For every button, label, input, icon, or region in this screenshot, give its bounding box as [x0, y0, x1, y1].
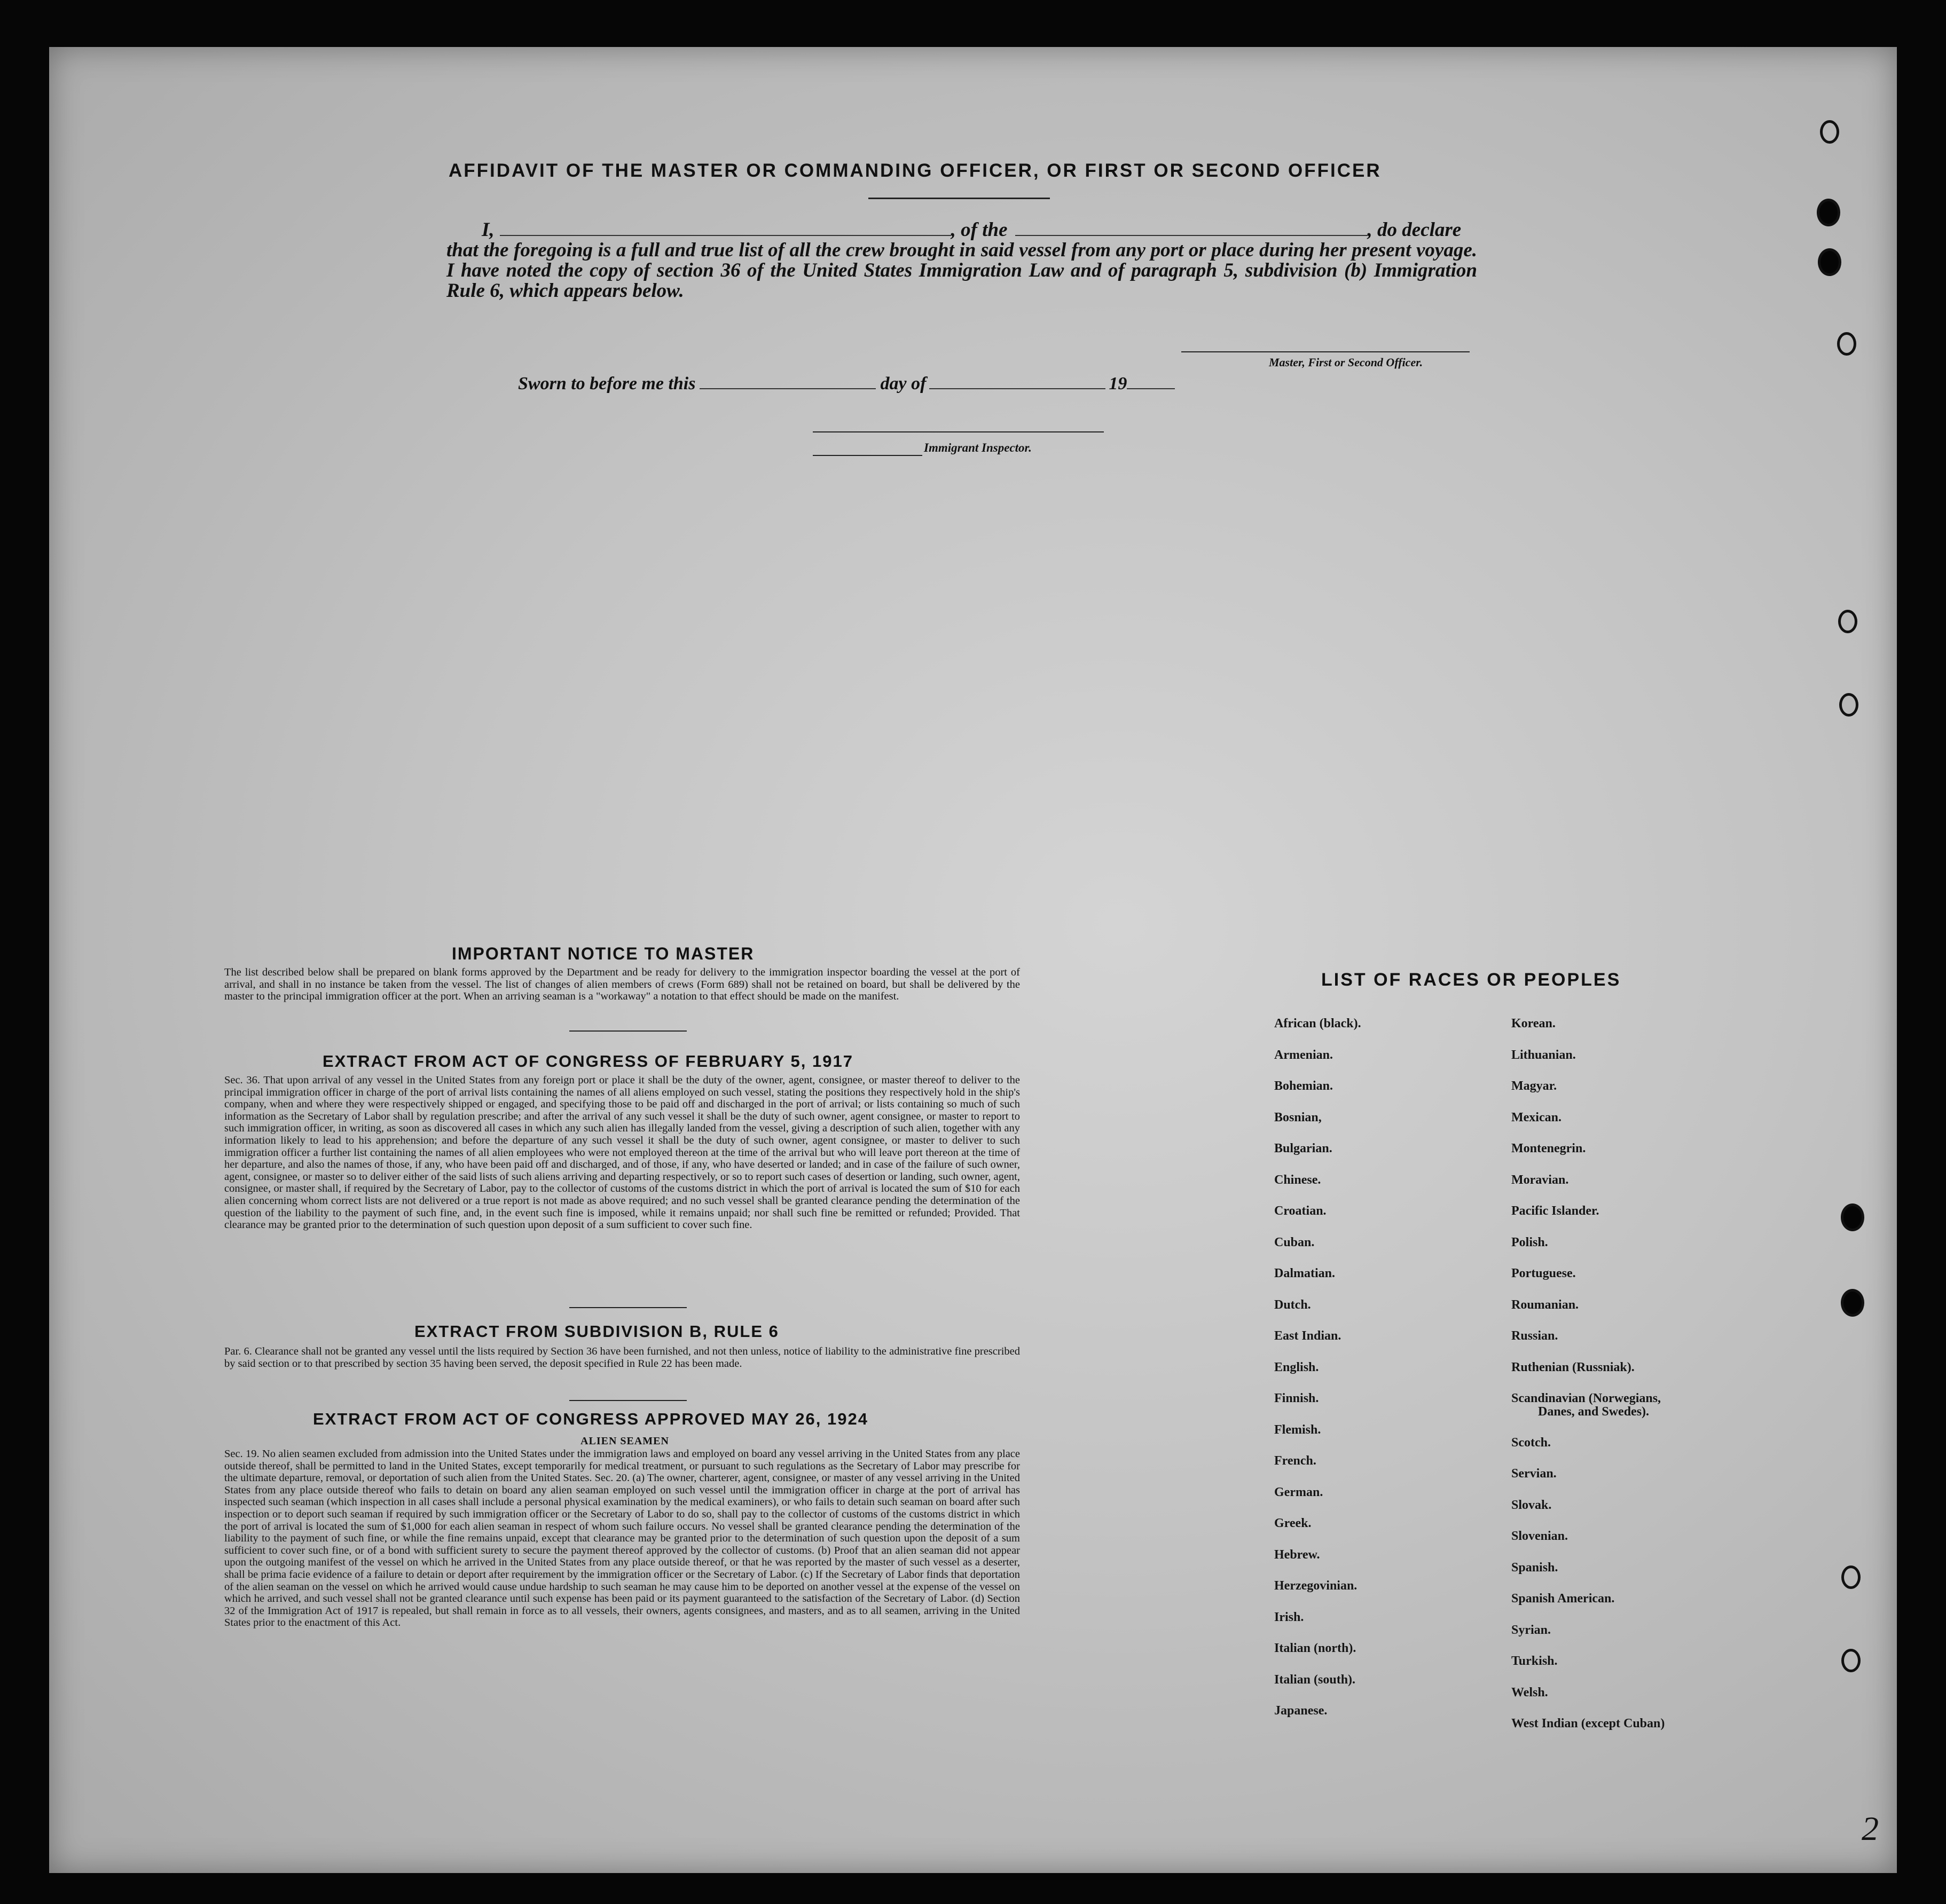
- act-1917-heading: EXTRACT FROM ACT OF CONGRESS OF FEBRUARY 5, 1917: [323, 1052, 853, 1071]
- affidavit-first-line: [446, 220, 1477, 240]
- binder-hole-6: [1839, 693, 1858, 717]
- race-item: Chinese.: [1274, 1173, 1321, 1187]
- race-item: Russian.: [1511, 1329, 1558, 1343]
- race-item: French.: [1274, 1454, 1316, 1468]
- race-item: Bohemian.: [1274, 1079, 1333, 1093]
- binder-hole-10: [1841, 1649, 1861, 1672]
- race-item: Greek.: [1274, 1516, 1312, 1530]
- sworn-date-field[interactable]: [700, 388, 876, 389]
- race-item: Croatian.: [1274, 1204, 1327, 1218]
- notice-rule: [569, 1030, 687, 1032]
- race-item: West Indian (except Cuban): [1511, 1717, 1665, 1730]
- affidavit-declaration: [446, 220, 1477, 301]
- notice-body: The list described below shall be prepared on blank forms approved by the Department and be ready for delivery to the immigration inspector boarding the vessel at the port of arrival, and shall in no instance be taken from the vessel. The list of changes of alien members of crews (Form 689) shall not be retained on board, but shall be delivered by the master to the principal immigration officer at the port. When an arriving seaman is a "workaway" a notation to that effect should be made on the manifest.: [224, 966, 1020, 1003]
- race-item: Flemish.: [1274, 1422, 1321, 1437]
- race-item: African (black).: [1274, 1017, 1361, 1030]
- act-1924-heading: EXTRACT FROM ACT OF CONGRESS APPROVED MAY 26, 1924: [313, 1410, 868, 1428]
- sworn-day-of: day of: [880, 374, 927, 394]
- inspector-signature-line[interactable]: [813, 431, 1104, 432]
- sworn-year: 19: [1109, 374, 1127, 394]
- affidavit-do-declare: , do declare: [1367, 219, 1462, 241]
- race-item: Turkish.: [1511, 1654, 1558, 1668]
- race-item: Ruthenian (Russniak).: [1511, 1360, 1635, 1374]
- race-item: Pacific Islander.: [1511, 1204, 1599, 1218]
- officer-name-field[interactable]: [500, 234, 951, 236]
- affidavit-of-the: , of the: [951, 219, 1008, 241]
- act-1924-subheading: ALIEN SEAMEN: [580, 1435, 669, 1447]
- race-item: Magyar.: [1511, 1079, 1557, 1093]
- race-item: English.: [1274, 1360, 1319, 1374]
- sworn-line: [518, 374, 1175, 394]
- vessel-name-field[interactable]: [1015, 234, 1368, 236]
- race-item: Irish.: [1274, 1610, 1304, 1624]
- affidavit-title: AFFIDAVIT OF THE MASTER OR COMMANDING OFFICER, OR FIRST OR SECOND OFFICER: [449, 160, 1382, 181]
- act-1917-rule: [569, 1307, 687, 1308]
- master-signature-line[interactable]: [1181, 351, 1470, 352]
- race-item: Armenian.: [1274, 1048, 1333, 1062]
- act-1924-body: Sec. 19. No alien seamen excluded from admission into the United States under the immigration laws and employed on board any vessel arriving in the United States from any place outside thereof, shall be permitted to land in the United States, except temporarily for medical treatment, or pursuant to such regulations as the Secretary of Labor may prescribe for the ultimate departure, removal, or deportation of such alien from the United States. Sec. 20. (a) The owner, charterer, agent, consignee, or master of any vessel arriving in the United States from any place outside thereof who fails to detain on board any alien seaman employed on such vessel until the immigration officer in charge at the port of arrival has inspected such seaman (which inspection in all cases shall include a personal physical examination by the medical examiners), or who fails to detain such seaman on board after such inspection or to deport such seaman if required by such immigration officer or the Secretary of Labor to do so, shall pay to the collector of customs of the customs district in which the port of arrival is located the sum of $1,000 for each alien seaman in respect of whom such failure occurs. No vessel shall be granted clearance pending the determination of the liability to the payment of such fine, or while the fine remains unpaid, except that clearance may be granted prior to the determination of such question upon the deposit of a sum sufficient to cover such fine, or of a bond with sufficient surety to secure the payment thereof approved by the collector of customs. (b) Proof that an alien seaman did not appear upon the outgoing manifest of the vessel on which he arrived in the United States from any place outside thereof, or that he was reported by the master of such vessel as a deserter, shall be prima facie evidence of a failure to detain or deport after requirement by the immigration officer or the Secretary of Labor. (c) If the Secretary of Labor finds that deportation of the alien seaman on the vessel on which he arrived would cause undue hardship to such seaman he may cause him to be deported on another vessel at the expense of the vessel on which he arrived, and such vessel shall not be granted clearance until such expense has been paid or its payment guaranteed to the satisfaction of the Secretary of Labor. (d) Section 32 of the Immigration Act of 1917 is repealed, but shall remain in force as to all vessels, their owners, agents consignees, and masters, and as to all seamen, arriving in the United States prior to the enactment of this Act.: [224, 1448, 1020, 1629]
- race-item: Roumanian.: [1511, 1297, 1579, 1312]
- races-title: LIST OF RACES OR PEOPLES: [1321, 970, 1621, 990]
- race-item: Syrian.: [1511, 1623, 1551, 1637]
- binder-hole-3: [1818, 248, 1841, 276]
- binder-hole-7: [1841, 1203, 1864, 1231]
- rule-6-rule: [569, 1400, 687, 1401]
- affidavit-title-rule: [868, 198, 1050, 199]
- race-item: Dutch.: [1274, 1297, 1311, 1312]
- rule-6-body: Par. 6. Clearance shall not be granted any vessel until the lists required by Section 36 have been furnished, and not then unless, notice of liability to the administrative fine prescribed by said section or to that prescribed by section 35 having been served, the deposit specified in Rule 22 has been made.: [224, 1346, 1020, 1370]
- race-item: Welsh.: [1511, 1685, 1548, 1700]
- race-item: Spanish American.: [1511, 1592, 1615, 1606]
- page-number: 2: [1862, 1809, 1879, 1847]
- race-item: Lithuanian.: [1511, 1048, 1576, 1062]
- inspector-label: Immigrant Inspector.: [924, 441, 1032, 454]
- race-item: Moravian.: [1511, 1173, 1569, 1187]
- race-item: Scotch.: [1511, 1435, 1551, 1450]
- race-item: Bosnian,: [1274, 1110, 1322, 1124]
- race-item: Scandinavian (Norwegians,: [1511, 1391, 1661, 1405]
- race-item: Danes, and Swedes).: [1538, 1404, 1650, 1419]
- binder-hole-9: [1841, 1565, 1861, 1589]
- race-item: Mexican.: [1511, 1110, 1561, 1124]
- race-item: Korean.: [1511, 1017, 1556, 1030]
- master-signature-label: Master, First or Second Officer.: [1269, 356, 1423, 369]
- race-item: Polish.: [1511, 1235, 1548, 1249]
- race-item: German.: [1274, 1485, 1323, 1499]
- race-item: Herzegovinian.: [1274, 1579, 1358, 1593]
- race-item: East Indian.: [1274, 1329, 1341, 1343]
- race-item: Italian (north).: [1274, 1641, 1356, 1655]
- affidavit-i: I,: [482, 219, 495, 241]
- act-1917-body: Sec. 36. That upon arrival of any vessel in the United States from any foreign port or place it shall be the duty of the owner, agent, consignee, or master thereof to deliver to the principal immigration officer in charge of the port of arrival lists containing the names of all aliens employed on such vessel, stating the positions they respectively hold in the ship's company, when and where they were respectively shipped or engaged, and specifying those to be paid off and discharged in the port of arrival; or lists containing so much of such information as the Secretary of Labor shall by regulation prescribe; and after the arrival of any such vessel it shall be the duty of such owner, agent consignee, or master to report to such immigration officer, in writing, as soon as discovered all cases in which any such alien has illegally landed from the vessel, giving a description of such alien, together with any information likely to lead to his apprehension; and before the departure of any such vessel it shall be the duty of such owner, agent consignee, or master to deliver to such immigration officer a further list containing the names of all alien employees who were not employed thereon at the time of the arrival but who will leave port thereon at the time of her departure, and also the names of those, if any, who have been paid off and discharged, and of those, if any, who have deserted or landed; and in case of the failure of such owner, agent, consignee, or master so to deliver either of the said lists of such aliens arriving and departing respectively, or so to report such cases of desertion or landing, such owner, agent, consignee, or master shall, if required by the Secretary of Labor, pay to the collector of customs of the customs district in which the port of arrival is located the sum of $10 for each alien concerning whom correct lists are not delivered or a true report is not made as above required; and no such vessel shall be granted clearance pending the determination of the question of the liability to the payment of such fine, and, in the event such fine is imposed, while it remains unpaid; nor shall such fine be remitted or refunded; Provided. That clearance may be granted prior to the determination of such question upon deposit of a sum sufficient to cover such fine.: [224, 1074, 1020, 1231]
- race-item: Bulgarian.: [1274, 1142, 1332, 1155]
- race-item: Montenegrin.: [1511, 1142, 1586, 1155]
- race-item: Slovenian.: [1511, 1529, 1568, 1543]
- binder-hole-8: [1841, 1289, 1864, 1317]
- race-item: Slovak.: [1511, 1498, 1552, 1512]
- race-item: Servian.: [1511, 1467, 1557, 1481]
- sworn-year-field[interactable]: [1127, 388, 1175, 389]
- race-item: Hebrew.: [1274, 1547, 1320, 1562]
- binder-hole-2: [1817, 199, 1840, 226]
- rule-6-heading: EXTRACT FROM SUBDIVISION B, RULE 6: [414, 1322, 779, 1341]
- race-item: Portuguese.: [1511, 1266, 1576, 1280]
- race-item: Japanese.: [1274, 1704, 1328, 1718]
- inspector-underline: [813, 455, 922, 456]
- race-item: Finnish.: [1274, 1391, 1319, 1405]
- binder-hole-1: [1820, 120, 1839, 144]
- notice-heading: IMPORTANT NOTICE TO MASTER: [452, 944, 755, 963]
- binder-hole-5: [1838, 610, 1857, 633]
- sworn-month-field[interactable]: [929, 388, 1105, 389]
- race-item: Italian (south).: [1274, 1672, 1356, 1687]
- race-item: Dalmatian.: [1274, 1266, 1335, 1280]
- race-item: Cuban.: [1274, 1235, 1315, 1249]
- binder-hole-4: [1837, 332, 1856, 356]
- affidavit-body: that the foregoing is a full and true list of all the crew brought in said vessel from any port or place during her present voyage. I have noted the copy of section 36 of the United States Immigration Law and of paragraph 5, subdivision (b) Immigration Rule 6, which appears below.: [446, 239, 1477, 302]
- sworn-prefix: Sworn to before me this: [518, 374, 696, 394]
- race-item: Spanish.: [1511, 1560, 1558, 1575]
